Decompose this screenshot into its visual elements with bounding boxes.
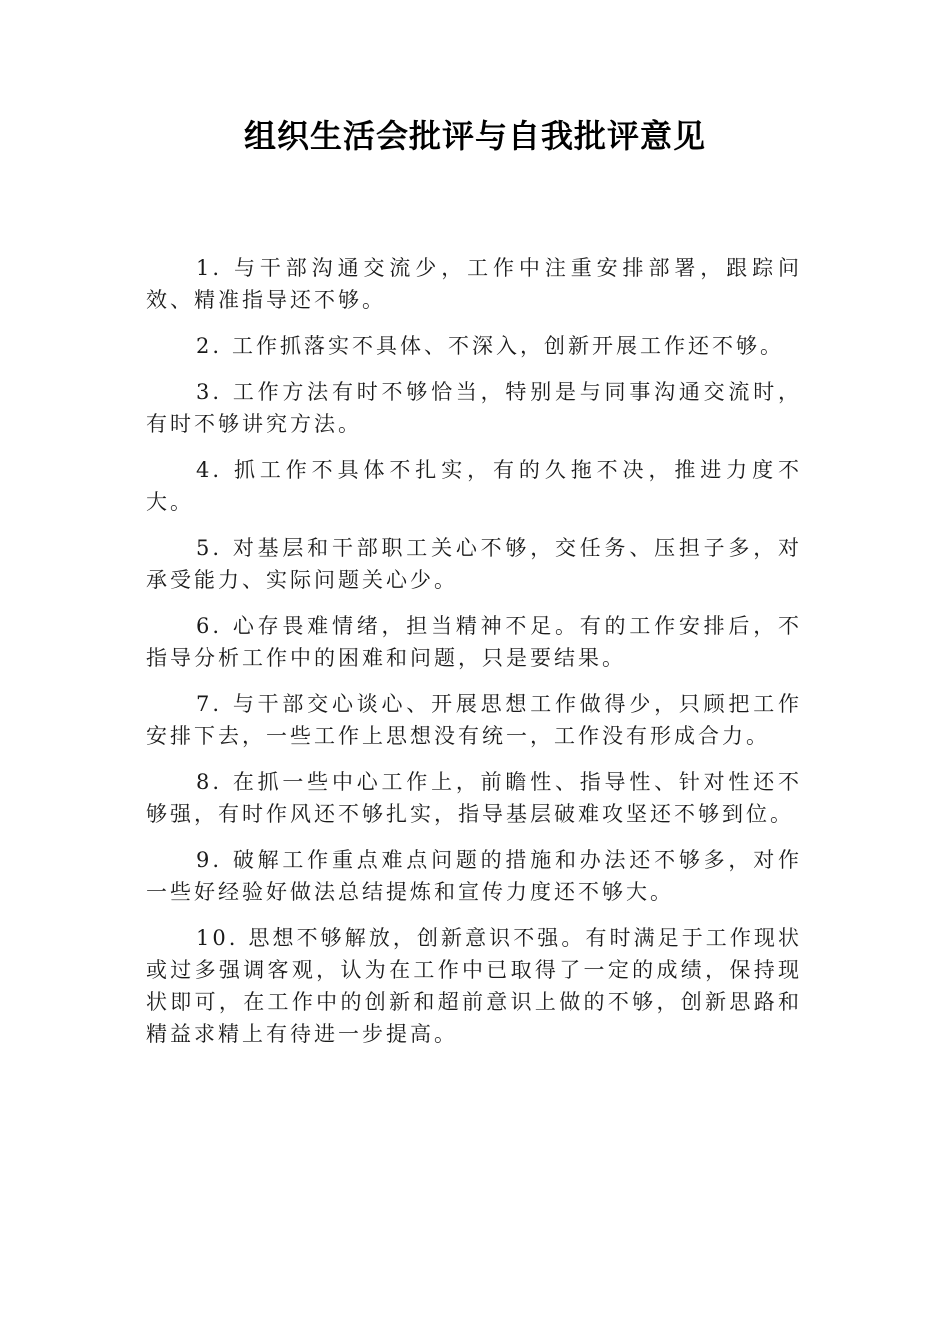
item-text: 心存畏难情绪，担当精神不足。有的工作安排后，不指导分析工作中的困难和问题，只是要结果。 <box>146 614 802 670</box>
list-item <box>146 376 802 440</box>
item-number: 7. <box>196 692 223 716</box>
list-item <box>146 454 802 518</box>
item-text: 对基层和干部职工关心不够，交任务、压担子多，对承受能力、实际问题关心少。 <box>146 536 802 592</box>
document-title: 组织生活会批评与自我批评意见 <box>243 117 706 155</box>
opinion-list <box>146 252 802 1064</box>
list-item <box>146 766 802 830</box>
item-text: 思想不够解放，创新意识不强。有时满足于工作现状或过多强调客观，认为在工作中已取得了一定的成绩，保持现状即可，在工作中的创新和超前意识上做的不够，创新思路和精益求精上有待进一步提高。 <box>146 926 802 1046</box>
list-item <box>146 844 802 908</box>
list-item <box>146 532 802 596</box>
item-text: 与干部沟通交流少，工作中注重安排部署，跟踪问效、精准指导还不够。 <box>146 256 802 312</box>
item-number: 4. <box>196 458 223 482</box>
list-item <box>146 610 802 674</box>
item-number: 1. <box>196 256 223 280</box>
item-text: 工作方法有时不够恰当，特别是与同事沟通交流时，有时不够讲究方法。 <box>146 380 802 436</box>
item-number: 2. <box>196 334 223 358</box>
item-text: 工作抓落实不具体、不深入，创新开展工作还不够。 <box>232 334 785 358</box>
item-number: 9. <box>196 848 223 872</box>
item-number: 6. <box>196 614 223 638</box>
list-item <box>146 330 802 362</box>
item-text: 抓工作不具体不扎实，有的久拖不决，推进力度不大。 <box>146 458 802 514</box>
list-item <box>146 688 802 752</box>
item-text: 与干部交心谈心、开展思想工作做得少，只顾把工作安排下去，一些工作上思想没有统一，工作没有形成合力。 <box>146 692 802 748</box>
list-item <box>146 252 802 316</box>
item-number: 5. <box>196 536 223 560</box>
item-number: 10. <box>196 926 239 950</box>
item-number: 8. <box>196 770 223 794</box>
item-text: 在抓一些中心工作上，前瞻性、指导性、针对性还不够强，有时作风还不够扎实，指导基层破难攻坚还不够到位。 <box>146 770 802 826</box>
list-item <box>146 922 802 1050</box>
item-number: 3. <box>196 380 223 404</box>
item-text: 破解工作重点难点问题的措施和办法还不够多，对作一些好经验好做法总结提炼和宣传力度还不够大。 <box>146 848 802 904</box>
